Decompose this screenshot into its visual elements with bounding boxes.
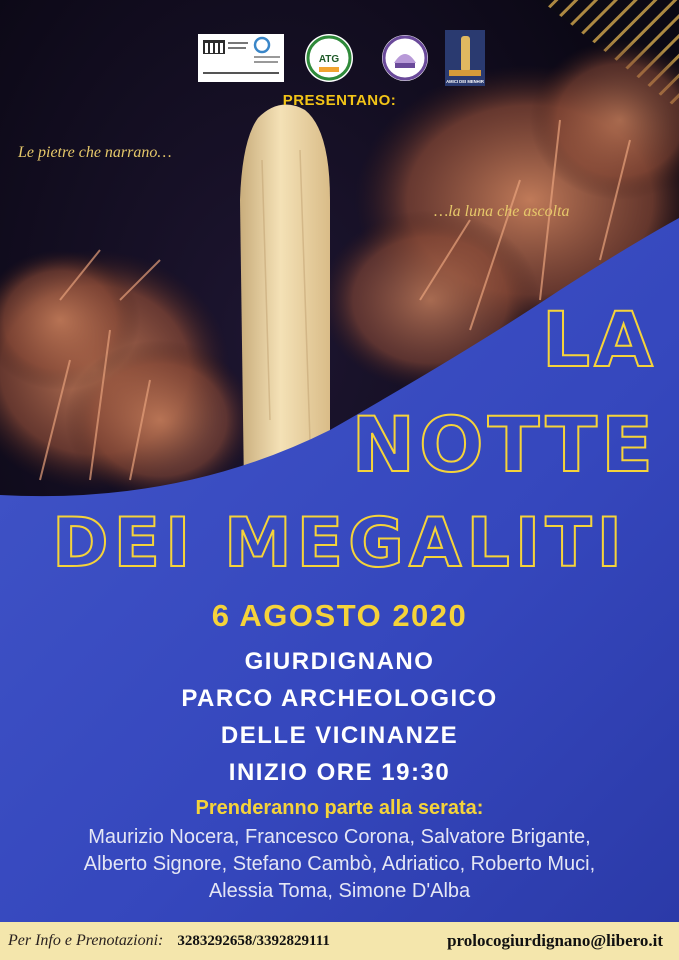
- event-start-time: INIZIO ORE 19:30: [228, 759, 451, 786]
- event-venue-line-1: PARCO ARCHEOLOGICO: [181, 685, 498, 712]
- title-line-3: DEI MEGALITI: [52, 504, 627, 583]
- footer-phone-numbers[interactable]: 3283292658/3392829111: [177, 932, 330, 949]
- participants-list: [0, 824, 679, 905]
- amici-dei-menhir-logo: [444, 30, 486, 86]
- footer-bar: [0, 922, 679, 960]
- atg-logo-label: ATG: [318, 54, 340, 65]
- footer-info-label: Per Info e Prenotazioni:: [8, 932, 164, 949]
- atg-badge-icon: [304, 33, 354, 83]
- presentano-heading: PRESENTANO:: [282, 92, 397, 109]
- event-place: GIURDIGNANO: [244, 648, 435, 675]
- title-line-2: NOTTE: [351, 400, 657, 489]
- participants-line: Alberto Signore, Stefano Cambò, Adriatico, Roberto Muci,: [83, 853, 596, 875]
- unesco-club-logo: [198, 30, 284, 86]
- amici-dei-menhir-label: AMICI DEI MENHIR: [446, 79, 484, 84]
- atg-logo: [303, 30, 355, 86]
- pro-loco-logo: [378, 30, 432, 86]
- participants-line: Alessia Toma, Simone D'Alba: [208, 880, 471, 902]
- event-venue-line-2: DELLE VICINANZE: [220, 722, 459, 749]
- title-line-1: LA: [541, 295, 657, 384]
- unesco-temple-icon: [198, 30, 284, 86]
- tagline-left: Le pietre che narrano…: [18, 144, 172, 161]
- participants-line: Maurizio Nocera, Francesco Corona, Salvatore Brigante,: [88, 826, 591, 848]
- pro-loco-seal-icon: [380, 33, 430, 83]
- amici-menhir-icon: [445, 30, 485, 86]
- participants-lead: Prenderanno parte alla serata:: [195, 797, 484, 819]
- event-date: 6 AGOSTO 2020: [211, 598, 468, 633]
- tagline-right: …la luna che ascolta: [434, 203, 570, 220]
- footer-email-link[interactable]: prolocogiurdignano@libero.it: [447, 931, 663, 950]
- menhir-stone: [240, 105, 330, 489]
